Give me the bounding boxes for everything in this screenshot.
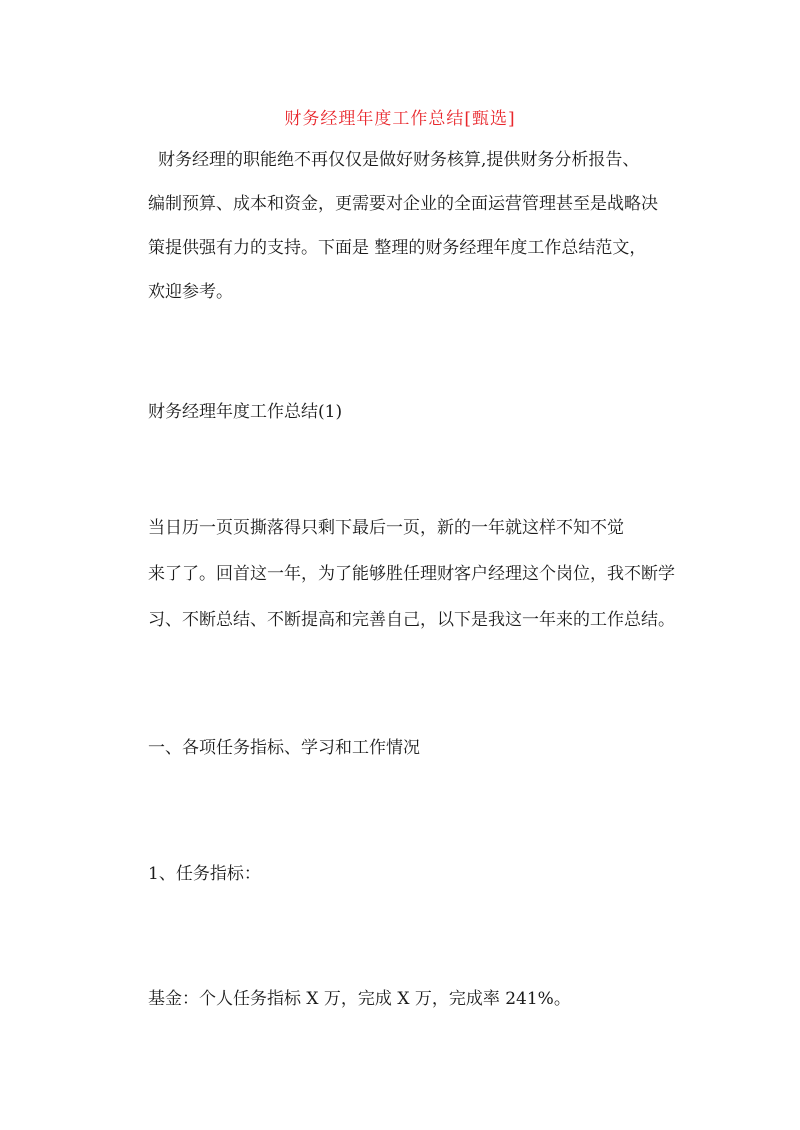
document-title: 财务经理年度工作总结[甄选] [284, 109, 516, 129]
intro-line: 策提供强有力的支持。下面是 整理的财务经理年度工作总结范文， [148, 238, 647, 258]
intro-line: 编制预算、成本和资金，更需要对企业的全面运营管理甚至是战略决 [148, 194, 658, 214]
heading-tasks-study-work: 一、各项任务指标、学习和工作情况 [148, 738, 420, 758]
intro-line: 欢迎参考。 [148, 282, 233, 302]
body-line: 来了了。回首这一年，为了能够胜任理财客户经理这个岗位，我不断学 [148, 564, 675, 584]
fund-indicator-line: 基金：个人任务指标 X 万，完成 X 万，完成率 241%。 [148, 989, 571, 1009]
section-title: 财务经理年度工作总结(1) [148, 402, 343, 422]
intro-paragraph [148, 150, 668, 326]
body-line: 当日历一页页撕落得只剩下最后一页，新的一年就这样不知不觉 [148, 518, 624, 538]
body-line: 习、不断总结、不断提高和完善自己，以下是我这一年来的工作总结。 [148, 610, 675, 630]
intro-line: 财务经理的职能绝不再仅仅是做好财务核算,提供财务分析报告、 [158, 150, 640, 170]
subheading-task-indicators: 1、任务指标： [148, 864, 261, 884]
body-paragraph [148, 518, 688, 656]
